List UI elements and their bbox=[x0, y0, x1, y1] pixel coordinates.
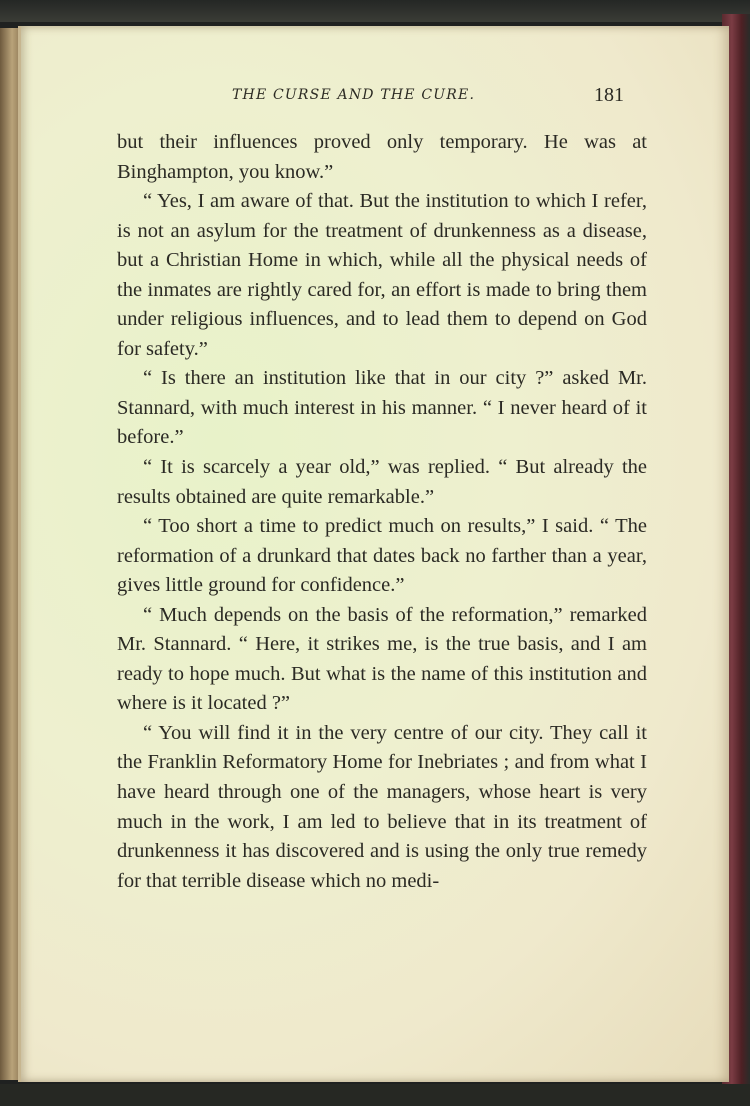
paragraph: “ Too short a time to predict much on results,” I said. “ The reformation of a drunkard that dates back no farther than a year, gives little ground for confidence.” bbox=[117, 515, 647, 597]
book-bottom-edge bbox=[0, 1084, 750, 1106]
paragraph: “ Yes, I am aware of that. But the institution to which I refer, is not an asylum for the treatment of drunkenness as a disease, but a Christian Home in which, while all the physical needs of the inmates are rightly cared for, an effort is made to bring them under religious influences, and to lead them to depend on God for safety.” bbox=[117, 190, 647, 360]
paragraph: “ You will find it in the very centre of our city. They call it the Franklin Reformatory Home for Inebriates ; and from what I have heard through one of the managers, whose heart is very much in the work, I am led to believe that in its treatment of drunkenness it has discovered and is using the only true remedy for that terrible disease which no medi- bbox=[117, 721, 647, 892]
paragraph: but their influences proved only temporary. He was at Binghampton, you know.” bbox=[117, 131, 647, 183]
running-head: THE CURSE AND THE CURE. bbox=[232, 87, 476, 103]
page-number: 181 bbox=[594, 84, 624, 106]
book-top-edge bbox=[0, 0, 750, 22]
paragraph: “ Is there an institution like that in our city ?” asked Mr. Stannard, with much interest in his manner. “ I never heard of it before.” bbox=[117, 367, 647, 449]
paragraph: “ Much depends on the basis of the reformation,” remarked Mr. Stannard. “ Here, it strikes me, is the true basis, and I am ready to hope much. But what is the name of this institution and where is it located ?” bbox=[117, 603, 647, 715]
paragraph: “ It is scarcely a year old,” was replied. “ But already the results obtained are quite remarkable.” bbox=[117, 456, 647, 508]
body-text bbox=[117, 128, 647, 896]
